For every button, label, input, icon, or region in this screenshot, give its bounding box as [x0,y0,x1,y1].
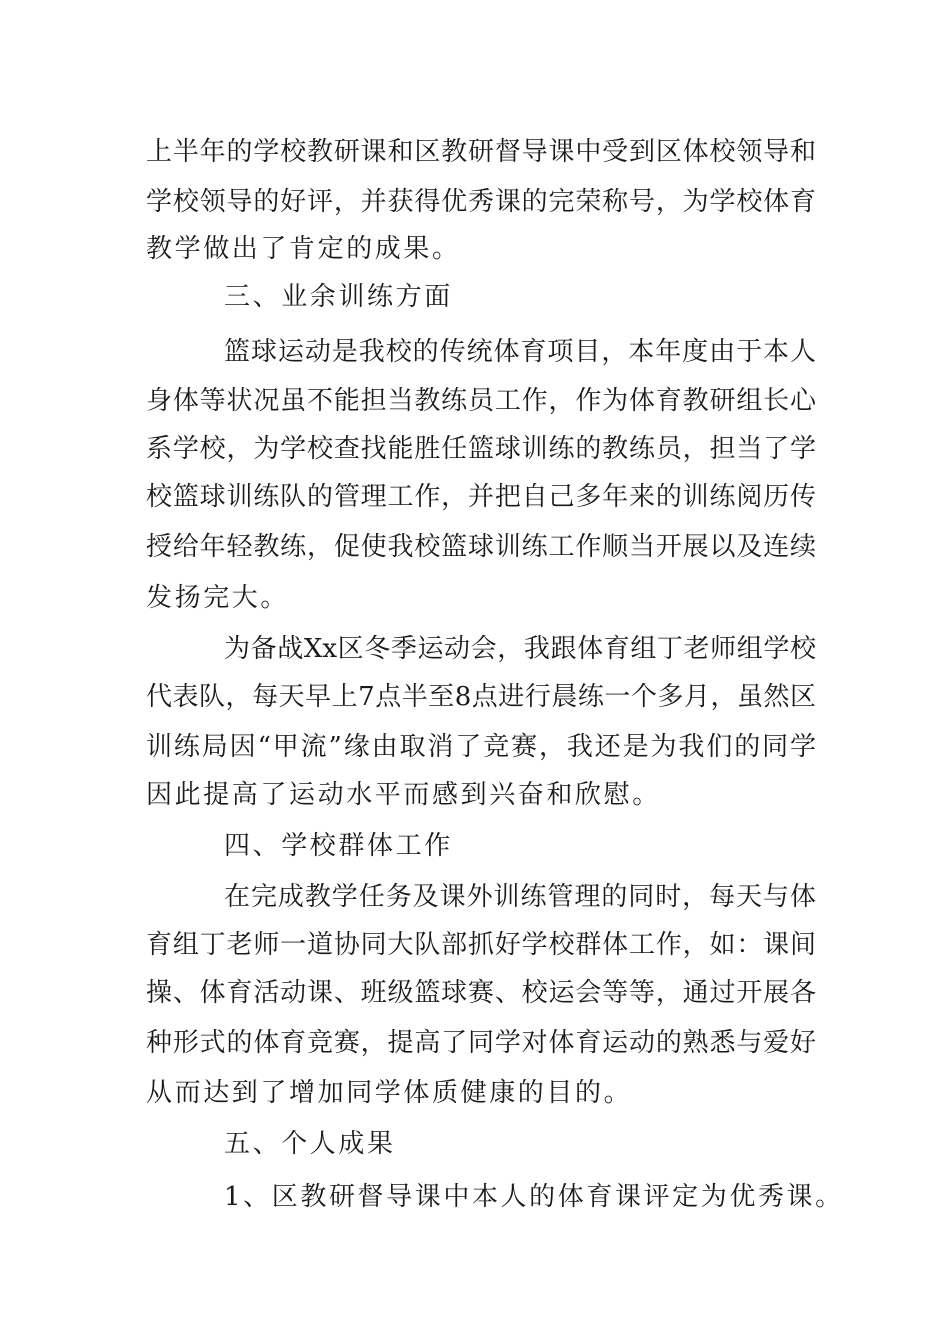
body-text-line: 种形式的体育竞赛，提高了同学对体育运动的熟悉与爱好 [146,1028,816,1058]
body-text-line: 操、体育活动课、班级篮球赛、校运会等等，通过开展各 [146,978,816,1008]
body-text-line: 身体等状况虽不能担当教练员工作，作为体育教研组长心 [146,386,816,416]
body-text-line: 系学校，为学校查找能胜任篮球训练的教练员，担当了学 [146,434,816,464]
body-text-line: 代表队，每天早上7点半至8点进行晨练一个多月，虽然区 [146,682,816,712]
section-heading: 五、个人成果 [224,1129,396,1159]
body-text-line: 授给年轻教练，促使我校篮球训练工作顺当开展以及连续 [146,532,816,562]
section-heading: 三、业余训练方面 [224,282,453,312]
body-text-line: 从而达到了增加同学体质健康的目的。 [146,1078,633,1108]
body-text-line: 篮球运动是我校的传统体育项目，本年度由于本人 [224,337,816,367]
list-item: 1、区教研督导课中本人的体育课评定为优秀课。 [224,1182,844,1212]
body-text-line: 发扬完大。 [146,583,290,613]
body-text-line: 在完成教学任务及课外训练管理的同时，每天与体 [224,882,816,912]
section-heading: 四、学校群体工作 [224,831,453,861]
body-text-line: 学校领导的好评，并获得优秀课的完荣称号，为学校体育 [146,187,816,217]
body-text-line: 校篮球训练队的管理工作，并把自己多年来的训练阅历传 [146,482,816,512]
body-text-line: 训练局因“甲流”缘由取消了竞赛，我还是为我们的同学 [146,732,816,762]
body-text-line: 上半年的学校教研课和区教研督导课中受到区体校领导和 [146,137,816,167]
body-text-line: 育组丁老师一道协同大队部抓好学校群体工作，如：课间 [146,930,816,960]
body-text-line: 因此提高了运动水平而感到兴奋和欣慰。 [146,780,661,810]
body-text-line: 教学做出了肯定的成果。 [146,234,461,264]
body-text-line: 为备战Xx区冬季运动会，我跟体育组丁老师组学校 [224,634,816,664]
